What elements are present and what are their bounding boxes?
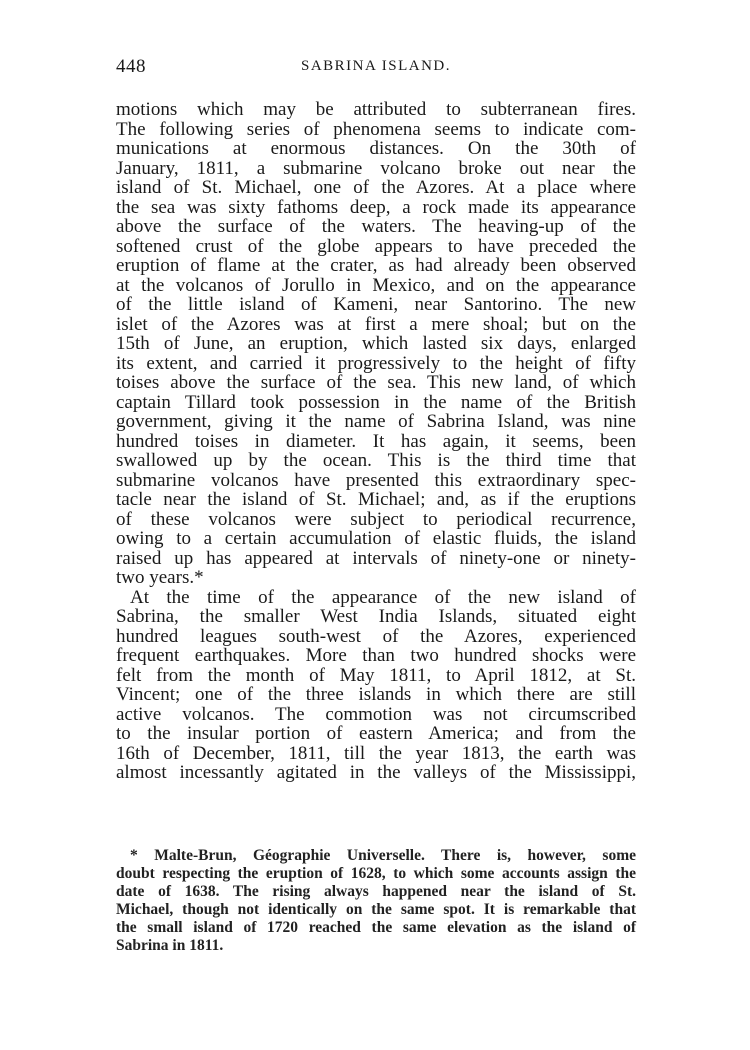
- text-line: Sabrina, the smaller West India Islands, situated eight: [116, 606, 636, 627]
- text-line: islet of the Azores was at first a mere shoal; but on the: [116, 313, 636, 335]
- text-line: tacle near the island of St. Michael; and, as if the eruptions: [116, 489, 636, 510]
- text-line: captain Tillard took possession in the name of the British: [116, 391, 636, 413]
- text-line: at the volcanos of Jorullo in Mexico, and on the appearance: [116, 274, 636, 296]
- text-line: active volcanos. The commotion was not circumscribed: [116, 703, 636, 725]
- text-line: to the insular portion of eastern America; and from the: [116, 723, 636, 744]
- text-line: submarine volcanos have presented this extraordinary spec-: [116, 469, 636, 491]
- page-title: SABRINA ISLAND.: [300, 58, 451, 74]
- text-line: of these volcanos were subject to periodical recurrence,: [116, 508, 636, 530]
- page-number: 448: [116, 56, 146, 77]
- footnote: [116, 847, 636, 955]
- text-line: January, 1811, a submarine volcano broke out near the: [116, 157, 636, 179]
- text-line: Vincent; one of the three islands in which there are still: [116, 684, 636, 705]
- body-text: [116, 100, 636, 783]
- text-line: frequent earthquakes. More than two hundred shocks were: [116, 645, 636, 666]
- text-line: government, giving it the name of Sabrina Island, was nine: [116, 411, 636, 432]
- text-line: felt from the month of May 1811, to April 1812, at St.: [116, 664, 636, 686]
- running-head: [116, 56, 636, 82]
- footnote-line: doubt respecting the eruption of 1628, to which some accounts assign the: [116, 865, 636, 882]
- text-line: motions which may be attributed to subterranean fires.: [116, 99, 636, 120]
- text-line: swallowed up by the ocean. This is the third time that: [116, 450, 636, 471]
- paragraph-end-line: two years.*: [116, 567, 204, 588]
- text-line: 15th of June, an eruption, which lasted six days, enlarged: [116, 333, 636, 354]
- text-line: munications at enormous distances. On the 30th of: [116, 138, 636, 159]
- text-line: owing to a certain accumulation of elastic fluids, the island: [116, 528, 636, 549]
- text-line: hundred leagues south-west of the Azores, experienced: [116, 625, 636, 647]
- text-line: raised up has appeared at intervals of ninety-one or ninety-: [116, 547, 636, 569]
- text-line: island of St. Michael, one of the Azores. At a place where: [116, 177, 636, 198]
- paragraph-start-line: At the time of the appearance of the new island of: [130, 586, 636, 608]
- text-line: toises above the surface of the sea. This new land, of which: [116, 372, 636, 393]
- text-line: of the little island of Kameni, near Santorino. The new: [116, 294, 636, 315]
- text-line: 16th of December, 1811, till the year 1813, the earth was: [116, 742, 636, 764]
- footnote-line: Michael, though not identically on the same spot. It is remarkable that: [116, 901, 636, 918]
- text-line: the sea was sixty fathoms deep, a rock made its appearance: [116, 196, 636, 218]
- text-line: its extent, and carried it progressively to the height of fifty: [116, 352, 636, 374]
- footnote-line: date of 1638. The rising always happened near the island of St.: [116, 883, 636, 900]
- footnote-line: Sabrina in 1811.: [116, 937, 224, 954]
- text-line: hundred toises in diameter. It has again, it seems, been: [116, 430, 636, 452]
- text-line: almost incessantly agitated in the valleys of the Mississippi,: [116, 762, 636, 783]
- text-line: softened crust of the globe appears to have preceded the: [116, 235, 636, 257]
- text-line: above the surface of the waters. The heaving-up of the: [116, 216, 636, 237]
- footnote-line: the small island of 1720 reached the same elevation as the island of: [116, 919, 636, 936]
- footnote-line: * Malte-Brun, Géographie Universelle. There is, however, some: [130, 847, 636, 864]
- text-line: The following series of phenomena seems to indicate com-: [116, 118, 636, 140]
- text-line: eruption of flame at the crater, as had already been observed: [116, 255, 636, 276]
